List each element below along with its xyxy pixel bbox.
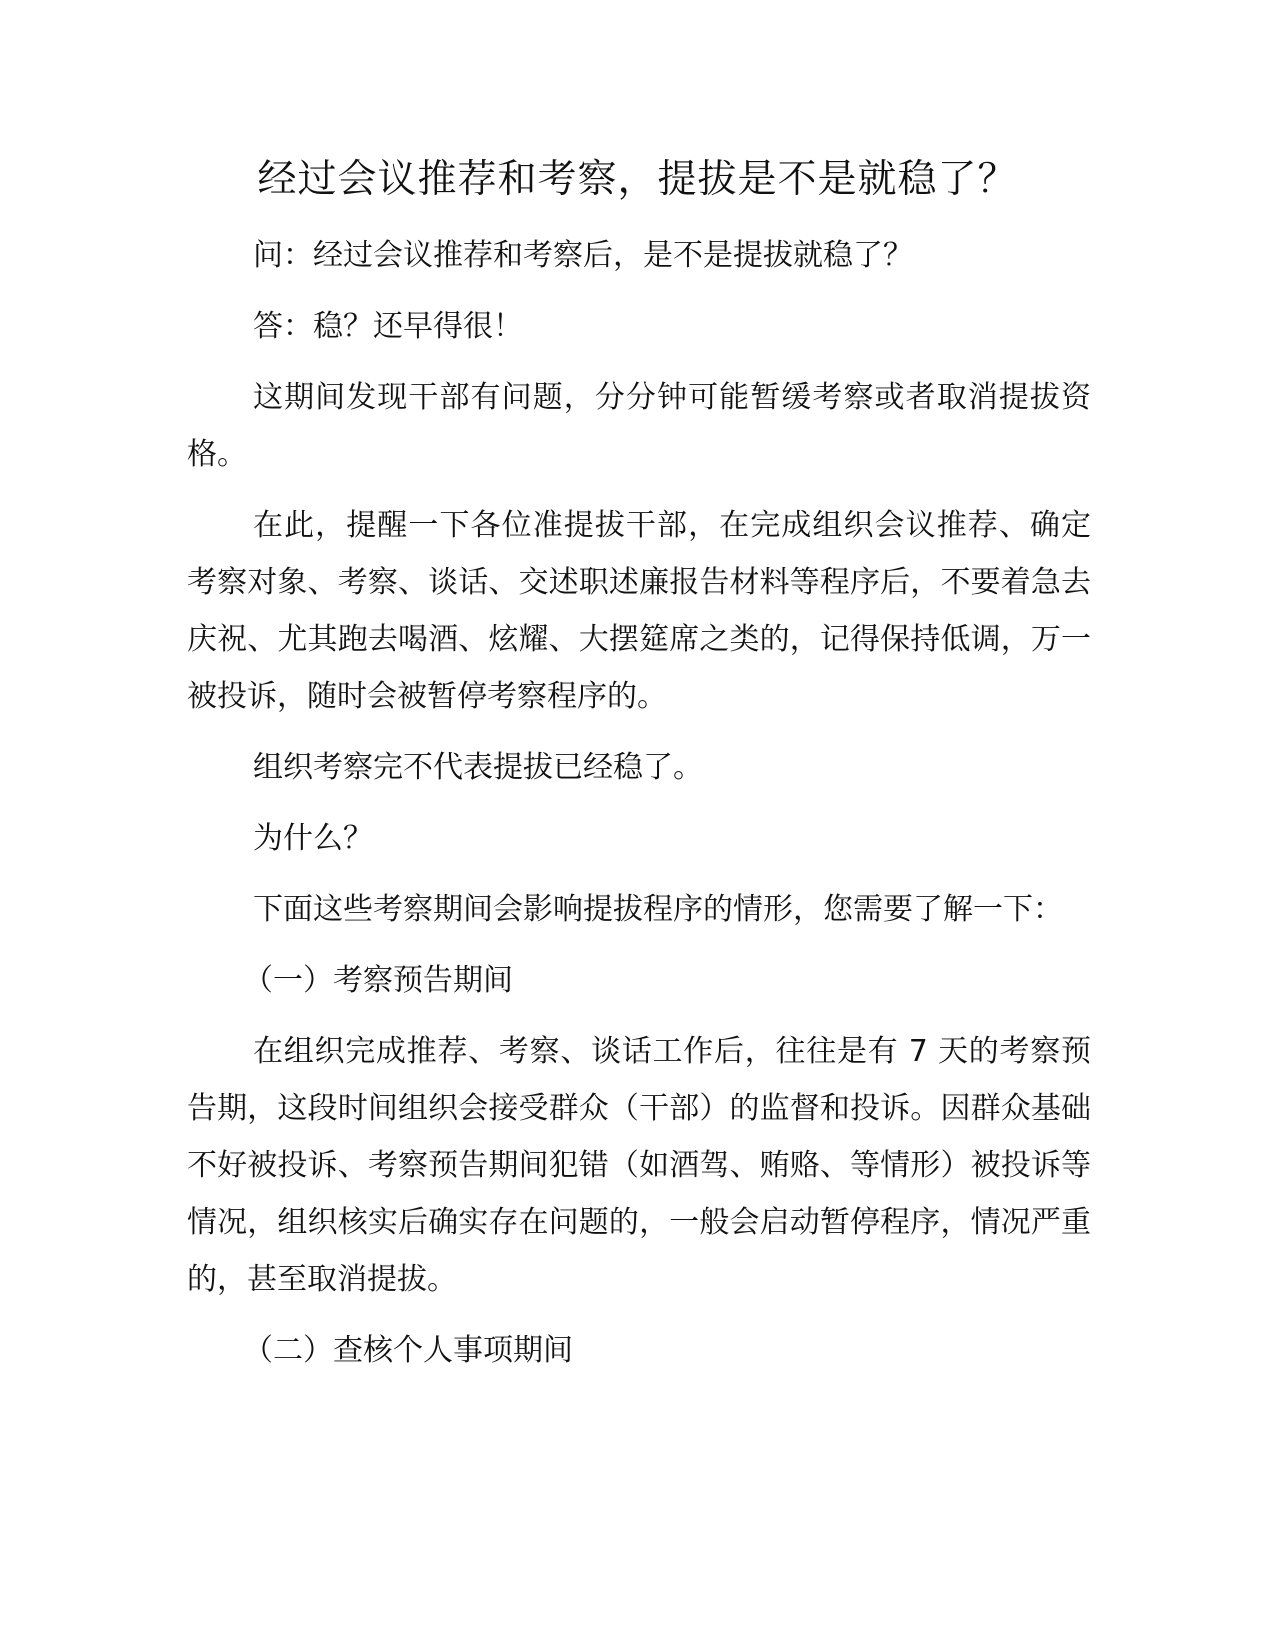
section-heading: （一）考察预告期间 (243, 963, 513, 998)
body-paragraph: 这期间发现干部有问题，分分钟可能暂缓考察或者取消提拔资格。 (187, 380, 1091, 472)
document-body (187, 227, 1091, 1393)
body-paragraph: 下面这些考察期间会影响提拔程序的情形，您需要了解一下： (253, 892, 1063, 927)
body-paragraph: 在组织完成推荐、考察、谈话工作后，往往是有 7 天的考察预告期，这段时间组织会接受群众（干部）的监督和投诉。因群众基础不好被投诉、考察预告期间犯错（如酒驾、贿赂、等情形）被投诉等情况，组织核实后确实存在问题的，一般会启动暂停程序，情况严重的，甚至取消提拔。 (187, 1034, 1091, 1297)
answer-paragraph: 答：稳？还早得很！ (253, 309, 523, 344)
body-paragraph: 组织考察完不代表提拔已经稳了。 (253, 750, 703, 785)
document-title: 经过会议推荐和考察，提拔是不是就稳了？ (257, 157, 1018, 202)
question-paragraph: 问：经过会议推荐和考察后，是不是提拔就稳了？ (253, 238, 913, 273)
body-paragraph: 为什么？ (253, 821, 373, 856)
body-paragraph: 在此，提醒一下各位准提拔干部，在完成组织会议推荐、确定考察对象、考察、谈话、交述职述廉报告材料等程序后，不要着急去庆祝、尤其跑去喝酒、炫耀、大摆筵席之类的，记得保持低调，万一被投诉，随时会被暂停考察程序的。 (187, 508, 1091, 714)
section-heading: （二）查核个人事项期间 (243, 1333, 573, 1368)
